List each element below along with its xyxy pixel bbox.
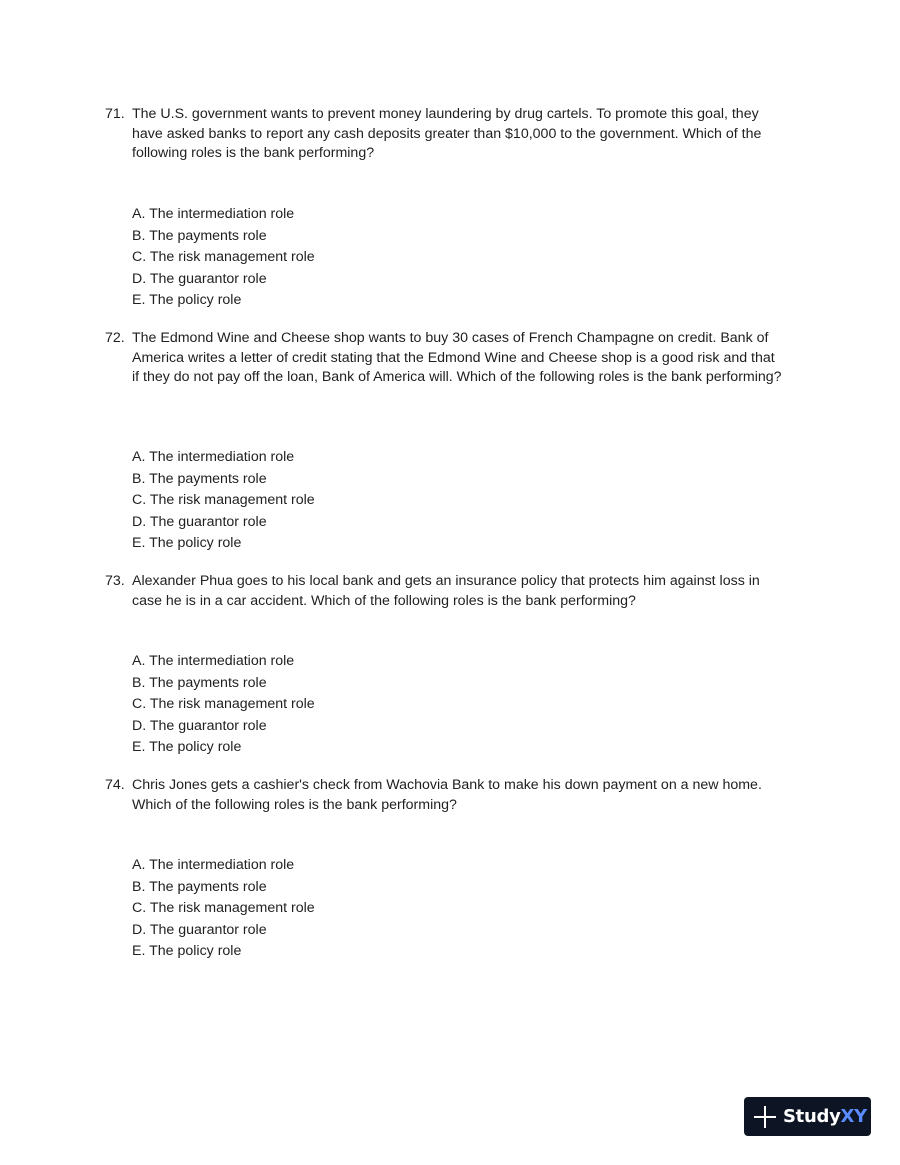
question-74	[105, 776, 785, 960]
option-e: E. The policy role	[132, 943, 242, 960]
answer-options	[132, 204, 315, 312]
option-b: B. The payments role	[132, 227, 267, 244]
option-b: B. The payments role	[132, 470, 267, 487]
option-c: C. The risk management role	[132, 249, 315, 266]
question-number: 72.	[105, 330, 125, 346]
option-e: E. The policy role	[132, 739, 242, 756]
option-d: D. The guarantor role	[132, 513, 267, 530]
option-c: C. The risk management role	[132, 900, 315, 917]
question-number: 73.	[105, 573, 125, 589]
question-text: The Edmond Wine and Cheese shop wants to buy 30 cases of French Champagne on credit. Bank of America writes a letter of credit stating that the Edmond Wine and Cheese shop is a good risk and that if they do not pay off the loan, Bank of America will. Which of the following roles is the bank performing?	[132, 330, 782, 386]
question-text: Chris Jones gets a cashier's check from Wachovia Bank to make his down payment on a new home. Which of the following roles is the bank performing?	[132, 777, 762, 813]
option-d: D. The guarantor role	[132, 717, 267, 734]
option-c: C. The risk management role	[132, 492, 315, 509]
question-number: 71.	[105, 106, 125, 122]
question-number: 74.	[105, 777, 125, 793]
studyxy-logo	[744, 1097, 871, 1136]
logo-wordmark	[783, 1106, 867, 1127]
option-d: D. The guarantor role	[132, 921, 267, 938]
option-a: A. The intermediation role	[132, 449, 295, 465]
question-71	[105, 105, 785, 309]
option-e: E. The policy role	[132, 535, 242, 552]
logo-text-accent: XY	[840, 1106, 867, 1127]
option-e: E. The policy role	[132, 292, 242, 309]
question-73	[105, 572, 785, 756]
question-text: Alexander Phua goes to his local bank and gets an insurance policy that protects him against loss in case he is in a car accident. Which of the following roles is the bank performing?	[132, 573, 760, 609]
answer-options	[132, 651, 315, 759]
option-a: A. The intermediation role	[132, 653, 295, 669]
plus-icon	[753, 1105, 777, 1129]
option-d: D. The guarantor role	[132, 270, 267, 287]
option-a: A. The intermediation role	[132, 857, 295, 873]
option-b: B. The payments role	[132, 674, 267, 691]
option-a: A. The intermediation role	[132, 206, 295, 222]
option-c: C. The risk management role	[132, 696, 315, 713]
answer-options	[132, 855, 315, 963]
option-b: B. The payments role	[132, 878, 267, 895]
question-72	[105, 329, 785, 552]
answer-options	[132, 447, 315, 555]
logo-text-main: Study	[783, 1106, 841, 1127]
question-text: The U.S. government wants to prevent money laundering by drug cartels. To promote this goal, they have asked banks to report any cash deposits greater than $10,000 to the government. Which of the following roles is the bank performing?	[132, 106, 762, 162]
